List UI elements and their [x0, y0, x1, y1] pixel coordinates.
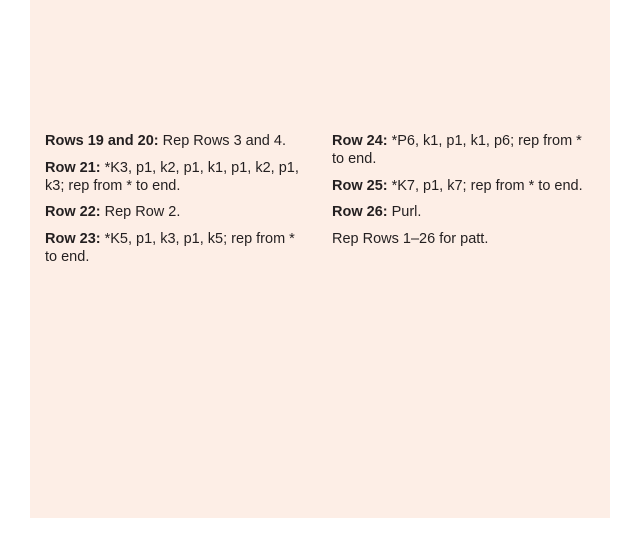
- row-label: Row 26:: [332, 204, 388, 220]
- row-text: *P6, k1, p1, k1, p6; rep from * to end.: [332, 133, 582, 167]
- row-instruction: [45, 159, 310, 195]
- row-label: Row 23:: [45, 230, 101, 247]
- row-text: Rep Rows 3 and 4.: [158, 133, 286, 149]
- instructions-left-column: [45, 132, 310, 274]
- row-text: *K5, p1, k3, p1, k5; rep from * to end.: [45, 230, 295, 265]
- repeat-instruction: [332, 230, 597, 248]
- row-label: Rows 19 and 20:: [45, 133, 159, 149]
- row-text: *K7, p1, k7; rep from * to end.: [387, 177, 583, 194]
- row-label: Row 21:: [45, 159, 101, 176]
- row-instruction: [45, 132, 310, 150]
- row-text: Rep Row 2.: [100, 204, 181, 220]
- row-label: Row 22:: [45, 204, 101, 220]
- pattern-page: [30, 0, 610, 518]
- row-instruction: [45, 230, 310, 266]
- row-instruction: [332, 132, 597, 168]
- row-instruction: [332, 203, 597, 221]
- instructions-right-column: [332, 132, 597, 256]
- repeat-text: Rep Rows 1–26 for patt.: [332, 230, 489, 247]
- row-label: Row 25:: [332, 177, 388, 194]
- row-label: Row 24:: [332, 133, 388, 149]
- row-instruction: [45, 203, 310, 221]
- row-text: Purl.: [387, 204, 422, 220]
- row-text: *K3, p1, k2, p1, k1, p1, k2, p1, k3; rep from * to end.: [45, 159, 299, 194]
- row-instruction: [332, 177, 597, 195]
